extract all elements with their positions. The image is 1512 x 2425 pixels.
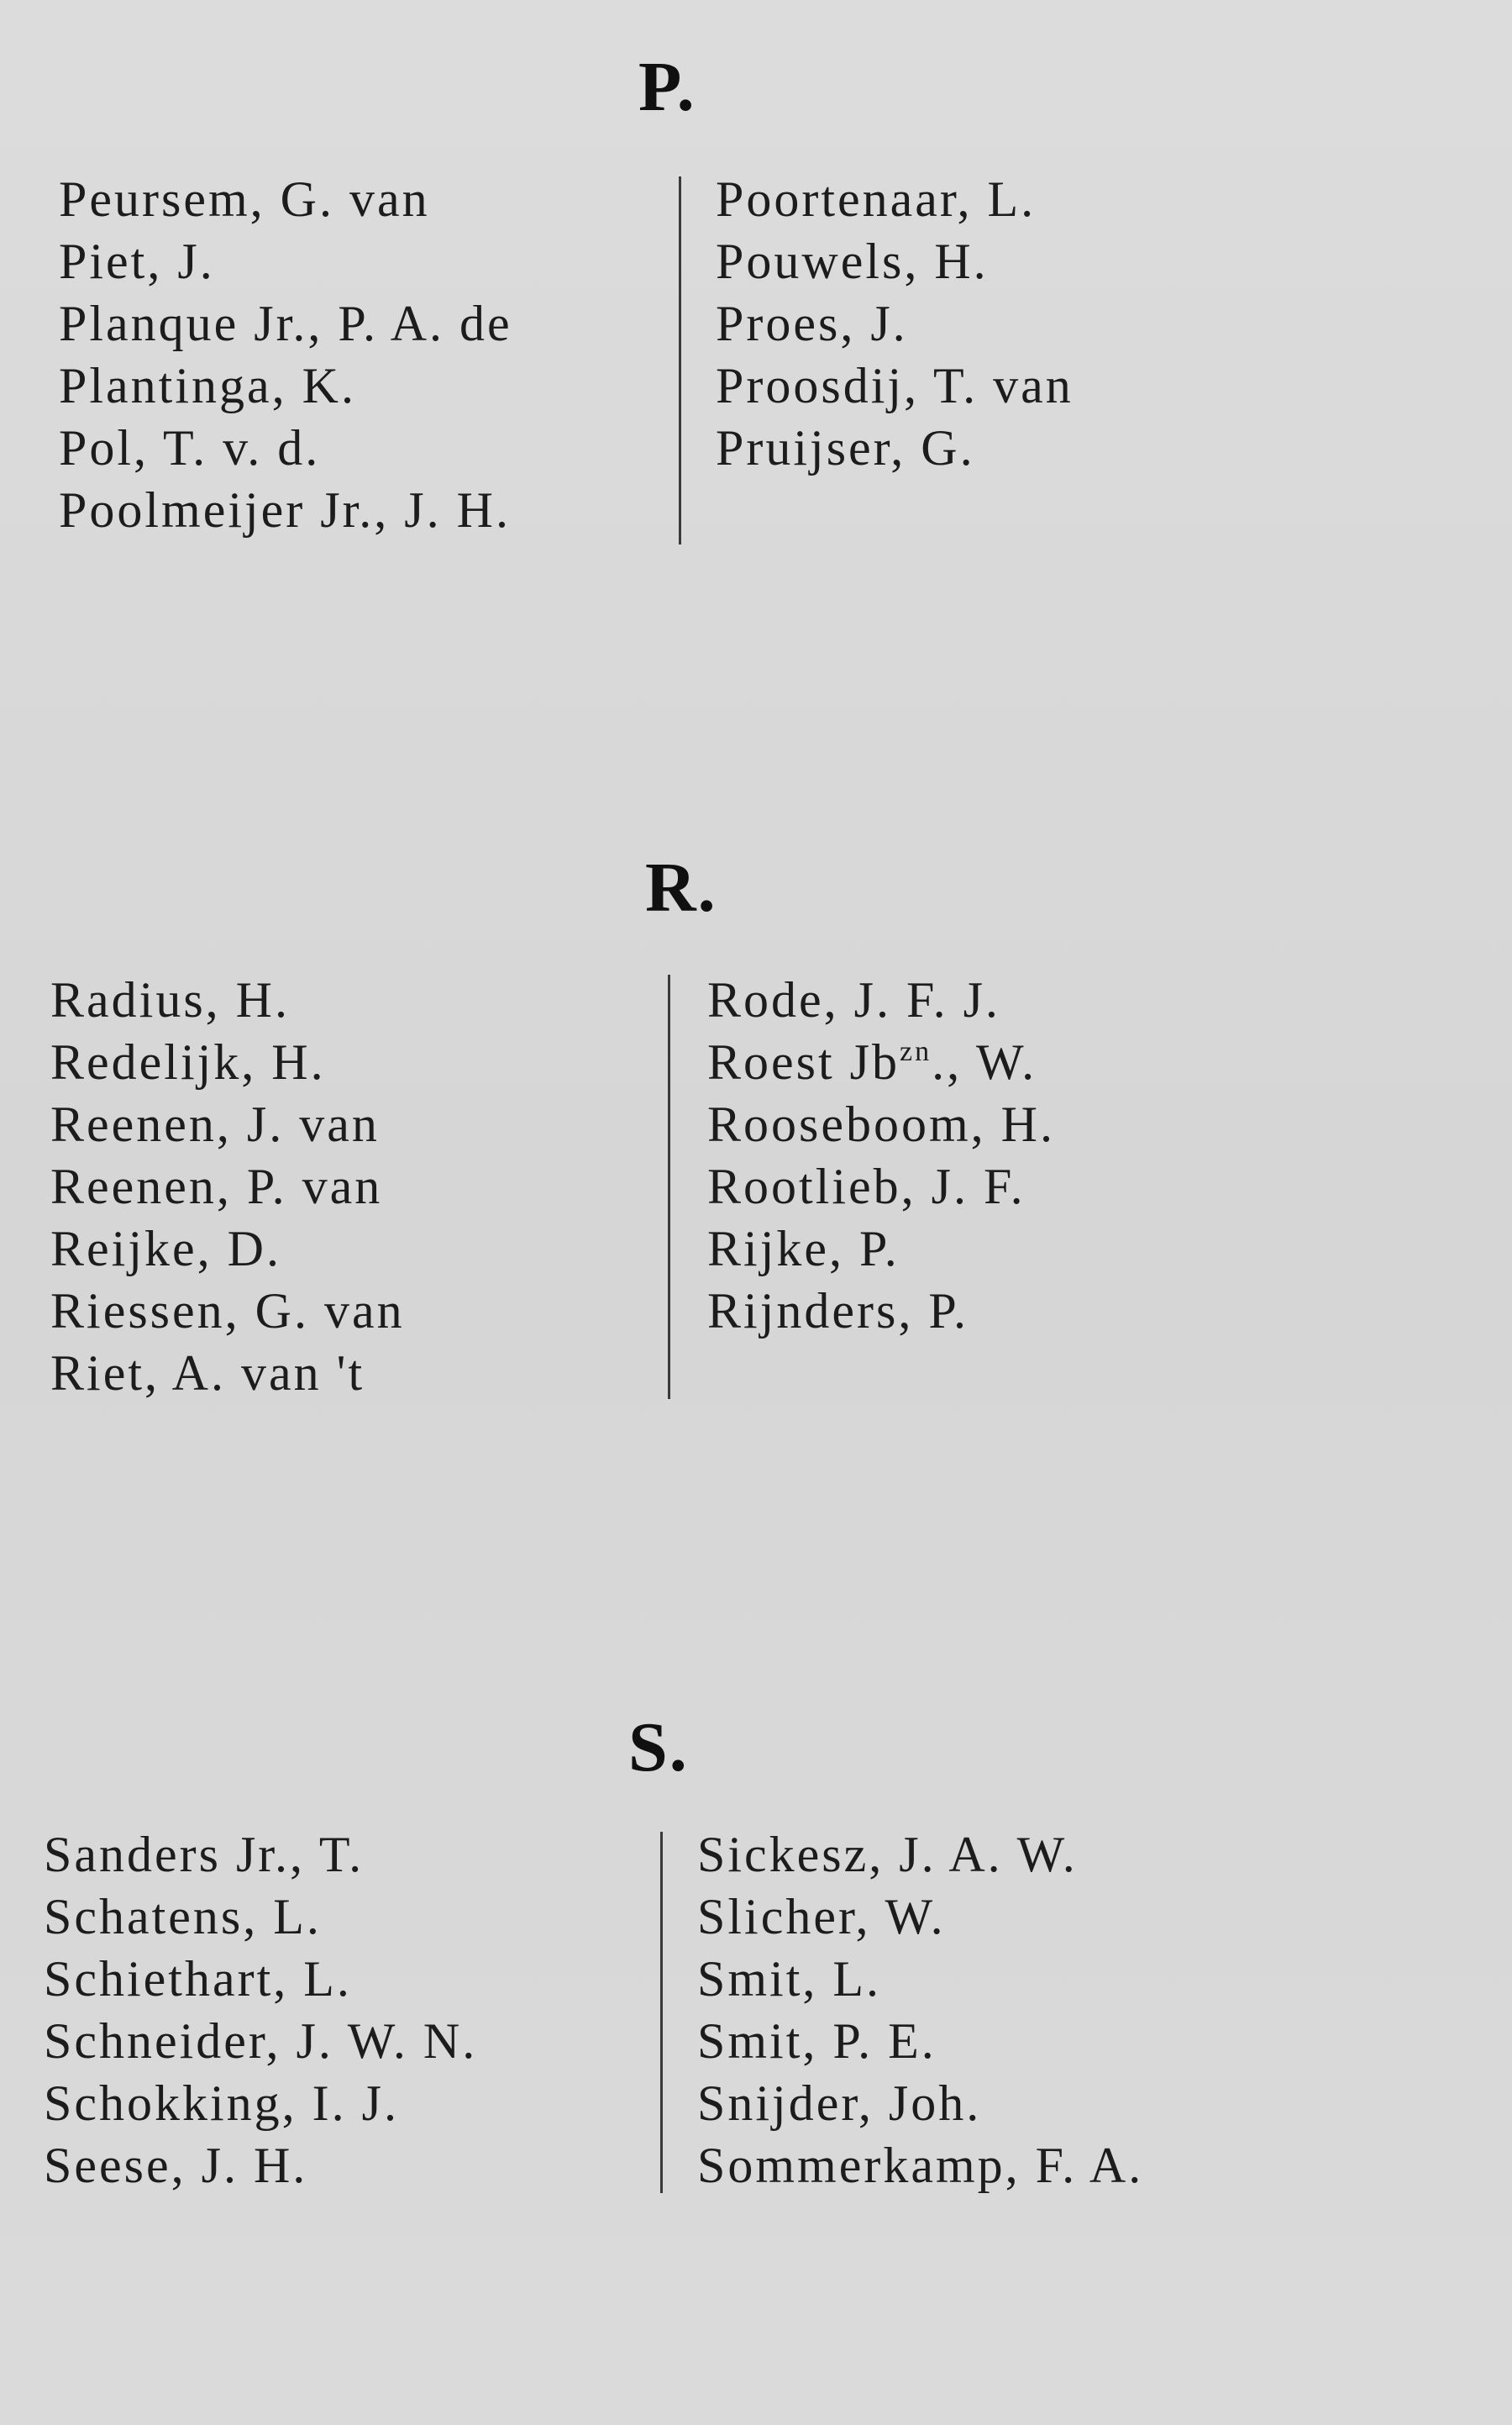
list-item: Peursem, G. van: [59, 171, 430, 227]
list-item: Proes, J.: [716, 296, 908, 351]
list-item: Rode, J. F. J.: [707, 972, 1000, 1028]
list-item: Seese, J. H.: [44, 2138, 308, 2193]
list-item: Rijke, P.: [707, 1221, 900, 1276]
section-letter-r: R.: [645, 849, 717, 927]
list-item: Smit, P. E.: [697, 2013, 937, 2069]
section-letter-s: S.: [628, 1708, 689, 1786]
list-item: Schokking, I. J.: [44, 2075, 399, 2131]
list-item: Reenen, P. van: [50, 1159, 383, 1214]
list-item: Pruijser, G.: [716, 420, 975, 476]
name-list-left: [44, 1823, 477, 2196]
list-item: Pouwels, H.: [716, 234, 989, 289]
list-item: Reijke, D.: [50, 1221, 281, 1276]
list-item: Redelijk, H.: [50, 1034, 326, 1090]
list-item: Poortenaar, L.: [716, 171, 1037, 227]
list-item: Plantinga, K.: [59, 358, 356, 413]
list-item: Riessen, G. van: [50, 1283, 405, 1339]
list-item: Sanders Jr., T.: [44, 1827, 365, 1882]
list-item: Sommerkamp, F. A.: [697, 2138, 1144, 2193]
column-divider: [660, 1832, 663, 2193]
list-item: Slicher, W.: [697, 1889, 946, 1944]
list-item: Planque Jr., P. A. de: [59, 296, 512, 351]
list-item: Rootlieb, J. F.: [707, 1159, 1026, 1214]
list-item: Piet, J.: [59, 234, 215, 289]
list-item: Pol, T. v. d.: [59, 420, 321, 476]
list-item: Sickesz, J. A. W.: [697, 1827, 1078, 1882]
list-item: Schatens, L.: [44, 1889, 322, 1944]
list-item: Schiethart, L.: [44, 1951, 352, 2007]
name-text: Roest Jb: [707, 1034, 900, 1090]
list-item: Rooseboom, H.: [707, 1097, 1055, 1152]
superscript: zn: [900, 1036, 932, 1067]
list-item: Poolmeijer Jr., J. H.: [59, 482, 511, 538]
list-item: Proosdij, T. van: [716, 358, 1074, 413]
list-item: Snijder, Joh.: [697, 2075, 982, 2131]
list-item: Rijnders, P.: [707, 1283, 969, 1339]
section-letter-p: P.: [638, 48, 696, 126]
name-list-right: [697, 1823, 1143, 2196]
name-text: ., W.: [932, 1034, 1037, 1090]
list-item: Smit, L.: [697, 1951, 882, 2007]
list-item: Radius, H.: [50, 972, 290, 1028]
list-item: Riet, A. van 't: [50, 1345, 365, 1401]
list-item: Reenen, J. van: [50, 1097, 380, 1152]
list-item: Schneider, J. W. N.: [44, 2013, 478, 2069]
